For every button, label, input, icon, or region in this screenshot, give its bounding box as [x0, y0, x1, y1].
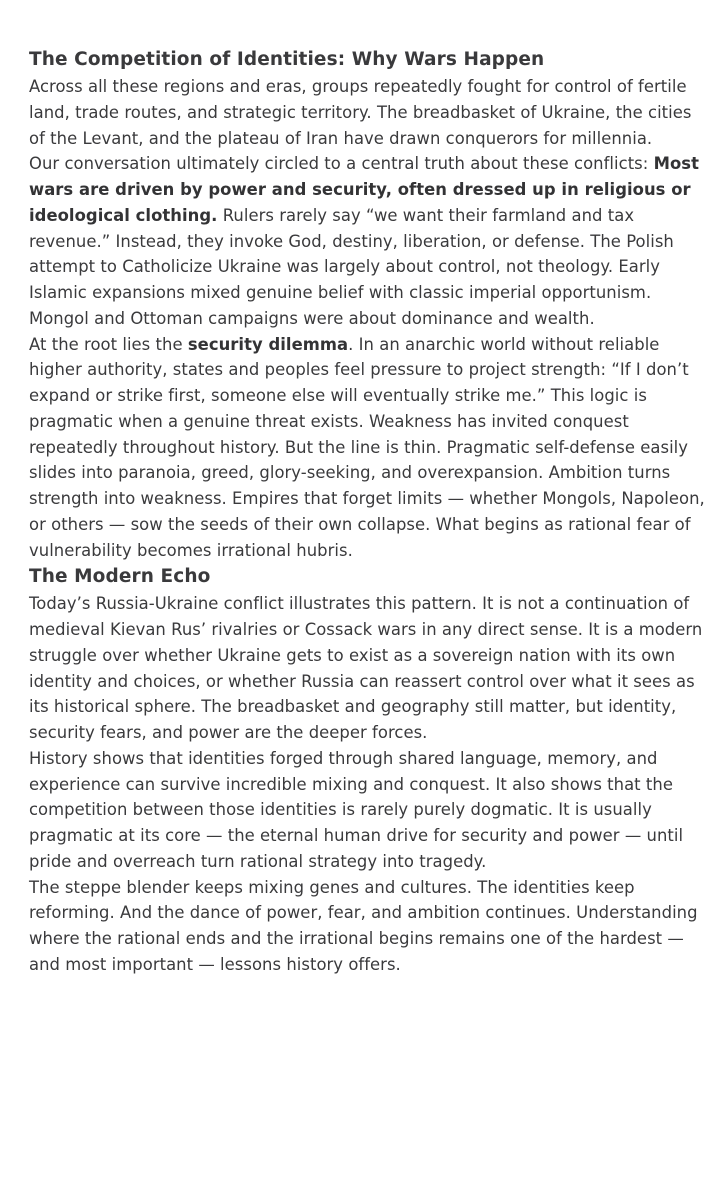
paragraph-security-dilemma-intro: At the root lies the: [29, 334, 188, 354]
section-heading-why-wars-happen: The Competition of Identities: Why Wars Happen: [29, 49, 545, 70]
paragraph-regions-eras: Across all these regions and eras, groups repeatedly fought for control of fertile land, trade routes, and strategic territory. The breadbasket of Ukraine, the cities of the Levant, and the plateau of Iran have drawn conquerors for millennia.: [29, 77, 692, 148]
paragraph-central-truth-rest: Rulers rarely say “we want their farmland and tax revenue.” Instead, they invoke God, destiny, liberation, or defense. The Polish attempt to Catholicize Ukraine was largely about control, not theology. Early Islamic expansions mixed genuine belief with classic imperial opportunism. Mongol and Ottoman campaigns were about dominance and wealth.: [29, 205, 674, 328]
paragraph-history-shows: History shows that identities forged through shared language, memory, and experience can survive incredible mixing and conquest. It also shows that the competition between those identities is rarely purely dogmatic. It is usually pragmatic at its core — the eternal human drive for security and power — until pride and overreach turn rational strategy into tragedy.: [29, 748, 684, 871]
paragraph-security-dilemma: [29, 332, 705, 564]
section-heading-modern-echo: The Modern Echo: [29, 566, 211, 588]
paragraph-central-truth: [29, 151, 705, 331]
paragraph-security-dilemma-term: security dilemma: [187, 334, 349, 354]
paragraph-security-dilemma-rest: . In an anarchic world without reliable higher authority, states and peoples feel pressure to project strength: “If I don’t expand or strike first, someone else will eventually strike me.” This logic is pragmatic when a genuine threat exists. Weakness has invited conquest repeatedly throughout history. But the line is thin. Pragmatic self-defense easily slides into paranoia, greed, glory-seeking, and overexpansion. Ambition turns strength into weakness. Empires that forget limits — whether Mongols, Napoleon, or others — sow the seeds of their own collapse. What begins as rational fear of vulnerability becomes irrational hubris.: [29, 334, 705, 560]
paragraph-russia-ukraine: Today’s Russia-Ukraine conflict illustrates this pattern. It is not a continuation of medieval Kievan Rus’ rivalries or Cossack wars in any direct sense. It is a modern struggle over whether Ukraine gets to exist as a sovereign nation with its own identity and choices, or whether Russia can reassert control over what it sees as its historical sphere. The breadbasket and geography still matter, but identity, security fears, and power are the deeper forces.: [29, 594, 703, 742]
article-body: [29, 46, 705, 978]
paragraph-steppe-blender: The steppe blender keeps mixing genes and cultures. The identities keep reforming. And the dance of power, fear, and ambition continues. Understanding where the rational ends and the irrational begins remains one of the hardest — and most important — lessons history offers.: [29, 877, 698, 974]
paragraph-central-truth-emphasis: Most wars are driven by power and security, often dressed up in religious or ideological clothing.: [29, 154, 699, 225]
paragraph-central-truth-intro: Our conversation ultimately circled to a central truth about these conflicts:: [29, 154, 654, 174]
